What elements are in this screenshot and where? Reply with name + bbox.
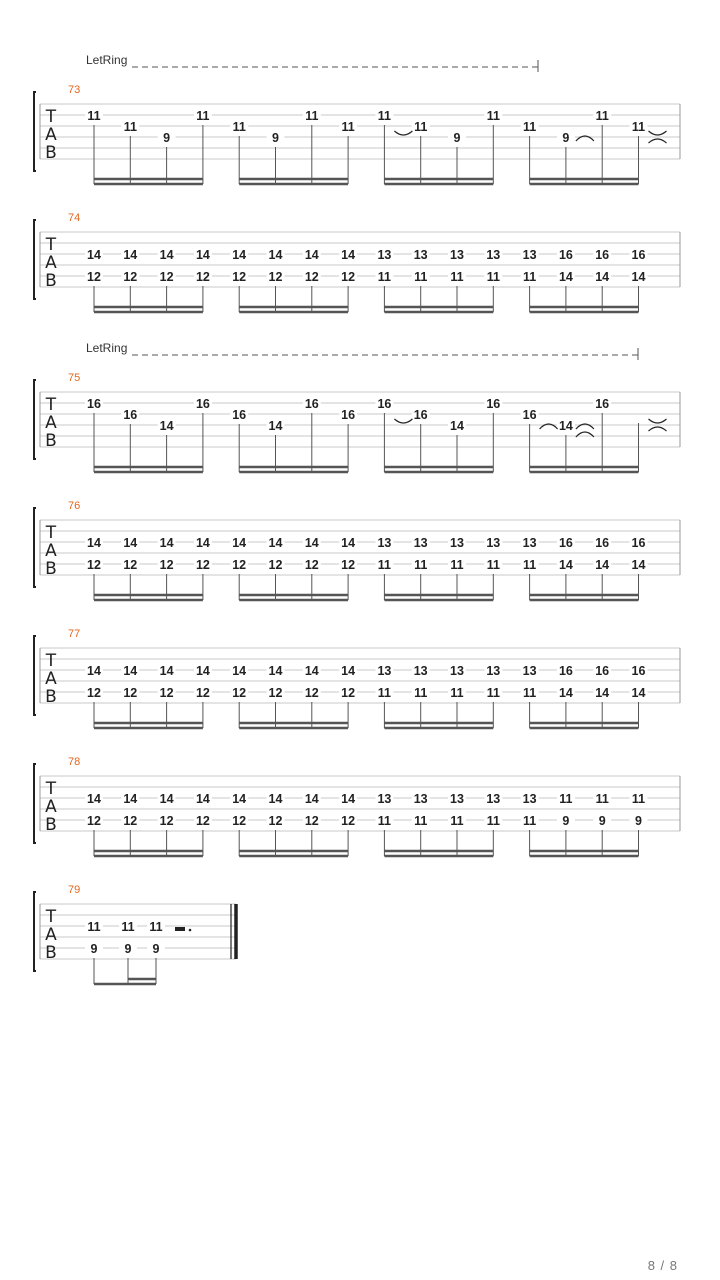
fret-number: 13 <box>377 248 392 262</box>
measure-number: 73 <box>68 84 81 96</box>
fret-number: 11 <box>121 920 135 934</box>
fret-number: 12 <box>232 558 247 572</box>
fret-number: 12 <box>87 686 101 700</box>
fret-number: 11 <box>87 920 101 934</box>
tab-clef-letter: B <box>45 943 57 963</box>
tab-clef-letter: A <box>45 669 57 689</box>
fret-number: 13 <box>413 248 428 262</box>
fret-number: 12 <box>123 686 138 700</box>
fret-number: 14 <box>87 664 101 678</box>
fret-number: 11 <box>522 120 537 134</box>
fret-number: 16 <box>595 664 610 678</box>
tab-clef-letter: A <box>45 541 57 561</box>
fret-number: 11 <box>377 270 392 284</box>
fret-number: 14 <box>195 248 210 262</box>
fret-number: 14 <box>558 419 573 433</box>
fret-number: 11 <box>486 558 500 572</box>
fret-number: 14 <box>123 248 138 262</box>
tab-system-73 <box>34 53 680 184</box>
measure-number: 77 <box>68 628 81 640</box>
fret-number: 16 <box>558 248 573 262</box>
tab-clef-letter: T <box>45 907 57 927</box>
fret-number: 14 <box>268 664 283 678</box>
fret-number: 14 <box>232 792 247 806</box>
fret-number: 16 <box>195 397 210 411</box>
fret-number: 13 <box>450 248 464 262</box>
tab-clef-letter: B <box>45 687 57 707</box>
tab-clef-letter: B <box>45 559 57 579</box>
fret-number: 12 <box>304 686 319 700</box>
fret-number: 11 <box>232 120 246 134</box>
fret-number: 11 <box>522 686 537 700</box>
fret-number: 14 <box>341 792 356 806</box>
fret-number: 11 <box>631 792 646 806</box>
fret-number: 16 <box>595 536 610 550</box>
fret-number: 11 <box>414 558 428 572</box>
fret-number: 9 <box>90 942 98 956</box>
fret-number: 11 <box>522 270 537 284</box>
fret-number: 14 <box>123 536 138 550</box>
fret-number: 14 <box>558 686 573 700</box>
fret-number: 13 <box>413 536 428 550</box>
fret-number: 14 <box>159 248 174 262</box>
tab-system-78 <box>34 756 680 856</box>
fret-number: 16 <box>377 397 392 411</box>
fret-number: 14 <box>341 536 356 550</box>
fret-number: 11 <box>377 558 392 572</box>
fret-number: 13 <box>486 248 501 262</box>
fret-number: 14 <box>232 664 247 678</box>
measure-number: 76 <box>68 500 81 512</box>
fret-number: 11 <box>631 120 646 134</box>
fret-number: 16 <box>558 536 573 550</box>
tab-clef-letter: T <box>45 395 57 415</box>
fret-number: 11 <box>486 109 500 123</box>
fret-number: 9 <box>124 942 132 956</box>
fret-number: 12 <box>195 270 210 284</box>
system-bracket <box>34 636 36 715</box>
fret-number: 14 <box>195 664 210 678</box>
fret-number: 12 <box>304 270 319 284</box>
fret-number: 16 <box>486 397 501 411</box>
tie-arc <box>394 419 412 423</box>
fret-number: 11 <box>595 109 609 123</box>
tab-clef-letter: T <box>45 651 57 671</box>
page-number: 8 / 8 <box>647 1258 678 1273</box>
fret-number: 12 <box>341 270 356 284</box>
fret-number: 14 <box>195 792 210 806</box>
fret-number: 13 <box>450 792 464 806</box>
fret-number: 11 <box>486 686 500 700</box>
fret-number: 16 <box>413 408 428 422</box>
fret-number: 12 <box>268 270 283 284</box>
fret-number: 13 <box>450 664 464 678</box>
fret-number: 16 <box>558 664 573 678</box>
fret-number: 14 <box>232 248 247 262</box>
fret-number: 13 <box>413 792 428 806</box>
fret-number: 14 <box>87 248 101 262</box>
fret-number: 12 <box>159 558 174 572</box>
fret-number: 14 <box>558 558 573 572</box>
fret-number: 12 <box>87 270 101 284</box>
fret-number: 14 <box>159 792 174 806</box>
fret-number: 16 <box>304 397 319 411</box>
fret-number: 14 <box>631 686 646 700</box>
measure-number: 78 <box>68 756 81 768</box>
letring-label: LetRing <box>86 341 128 355</box>
fret-number: 14 <box>123 664 138 678</box>
tab-system-76 <box>34 500 680 600</box>
fret-number: 16 <box>595 397 610 411</box>
fret-number: 14 <box>87 792 101 806</box>
fret-number: 14 <box>595 558 610 572</box>
tie-arc <box>649 139 667 143</box>
fret-number: 13 <box>522 536 537 550</box>
system-bracket <box>34 508 36 587</box>
fret-number: 16 <box>631 248 646 262</box>
fret-number: 12 <box>123 270 138 284</box>
fret-number: 11 <box>450 270 464 284</box>
fret-number: 9 <box>598 814 606 828</box>
fret-number: 14 <box>195 536 210 550</box>
fret-number: 11 <box>486 270 500 284</box>
fret-number: 12 <box>159 814 174 828</box>
fret-number: 12 <box>232 686 247 700</box>
fret-number: 12 <box>87 558 101 572</box>
fret-number: 14 <box>159 664 174 678</box>
fret-number: 13 <box>522 792 537 806</box>
fret-number: 14 <box>631 558 646 572</box>
fret-number: 11 <box>377 814 392 828</box>
tab-clef-letter: A <box>45 125 57 145</box>
tab-system-79 <box>34 884 236 984</box>
fret-number: 14 <box>341 248 356 262</box>
fret-number: 12 <box>268 558 283 572</box>
measure-number: 75 <box>68 372 81 384</box>
system-bracket <box>34 380 36 459</box>
tab-clef-letter: A <box>45 925 57 945</box>
fret-number: 11 <box>87 109 101 123</box>
fret-number: 12 <box>195 814 210 828</box>
tab-clef-letter: B <box>45 431 57 451</box>
fret-number: 12 <box>268 686 283 700</box>
fret-number: 14 <box>595 686 610 700</box>
tab-clef-letter: B <box>45 815 57 835</box>
fret-number: 12 <box>195 558 210 572</box>
fret-number: 11 <box>450 558 464 572</box>
fret-number: 12 <box>268 814 283 828</box>
fret-number: 13 <box>522 664 537 678</box>
tab-clef-letter: T <box>45 779 57 799</box>
fret-number: 16 <box>522 408 537 422</box>
tab-clef-letter: B <box>45 271 57 291</box>
fret-number: 14 <box>558 270 573 284</box>
fret-number: 14 <box>341 664 356 678</box>
fret-number: 13 <box>450 536 464 550</box>
fret-number: 14 <box>595 270 610 284</box>
fret-number: 12 <box>304 558 319 572</box>
fret-number: 14 <box>268 792 283 806</box>
fret-number: 16 <box>595 248 610 262</box>
tab-clef-letter: B <box>45 143 57 163</box>
fret-number: 16 <box>87 397 101 411</box>
fret-number: 16 <box>123 408 138 422</box>
fret-number: 14 <box>304 792 319 806</box>
fret-number: 14 <box>232 536 247 550</box>
fret-number: 14 <box>159 536 174 550</box>
fret-number: 14 <box>159 419 174 433</box>
tab-clef-letter: T <box>45 107 57 127</box>
measure-number: 74 <box>68 212 81 224</box>
fret-number: 14 <box>450 419 464 433</box>
tie-arc <box>649 419 667 423</box>
fret-number: 12 <box>123 814 138 828</box>
tab-clef-letter: A <box>45 253 57 273</box>
fret-number: 14 <box>304 248 319 262</box>
tab-clef-letter: T <box>45 235 57 255</box>
fret-number: 11 <box>486 814 500 828</box>
fret-number: 9 <box>562 814 570 828</box>
tab-clef-letter: T <box>45 523 57 543</box>
fret-number: 11 <box>450 686 464 700</box>
fret-number: 12 <box>232 814 247 828</box>
fret-number: 13 <box>377 664 392 678</box>
tab-system-77 <box>34 628 680 728</box>
fret-number: 11 <box>595 792 609 806</box>
fret-number: 16 <box>232 408 247 422</box>
fret-number: 12 <box>232 270 247 284</box>
fret-number: 14 <box>304 664 319 678</box>
fret-number: 14 <box>87 536 101 550</box>
fret-number: 11 <box>414 120 428 134</box>
fret-number: 9 <box>163 131 171 145</box>
fret-number: 12 <box>341 686 356 700</box>
rest-dot <box>189 929 192 932</box>
fret-number: 16 <box>631 536 646 550</box>
system-bracket <box>34 764 36 843</box>
fret-number: 13 <box>486 664 501 678</box>
fret-number: 12 <box>195 686 210 700</box>
fret-number: 11 <box>341 120 355 134</box>
fret-number: 12 <box>341 814 356 828</box>
fret-number: 11 <box>414 814 428 828</box>
fret-number: 11 <box>522 558 537 572</box>
fret-number: 9 <box>453 131 461 145</box>
fret-number: 11 <box>559 792 573 806</box>
measure-number: 79 <box>68 884 81 896</box>
fret-number: 11 <box>377 686 392 700</box>
letring-label: LetRing <box>86 53 128 67</box>
fret-number: 14 <box>304 536 319 550</box>
fret-number: 12 <box>159 686 174 700</box>
fret-number: 13 <box>413 664 428 678</box>
fret-number: 11 <box>414 686 428 700</box>
tie-arc <box>394 131 412 135</box>
fret-number: 11 <box>149 920 163 934</box>
fret-number: 9 <box>562 131 570 145</box>
fret-number: 14 <box>123 792 138 806</box>
fret-number: 12 <box>87 814 101 828</box>
fret-number: 11 <box>414 270 428 284</box>
fret-number: 12 <box>304 814 319 828</box>
system-bracket <box>34 92 36 171</box>
system-bracket <box>34 220 36 299</box>
fret-number: 13 <box>377 792 392 806</box>
fret-number: 13 <box>377 536 392 550</box>
fret-number: 11 <box>305 109 319 123</box>
fret-number: 14 <box>631 270 646 284</box>
tab-system-74 <box>34 212 680 312</box>
tab-clef-letter: A <box>45 413 57 433</box>
fret-number: 13 <box>486 536 501 550</box>
fret-number: 13 <box>522 248 537 262</box>
fret-number: 9 <box>272 131 279 145</box>
fret-number: 14 <box>268 248 283 262</box>
tie-arc <box>649 131 667 135</box>
fret-number: 9 <box>635 814 642 828</box>
fret-number: 12 <box>341 558 356 572</box>
fret-number: 16 <box>631 664 646 678</box>
tie-arc <box>649 427 667 431</box>
fret-number: 12 <box>123 558 138 572</box>
fret-number: 9 <box>152 942 160 956</box>
tab-system-75 <box>34 341 680 472</box>
fret-number: 11 <box>522 814 537 828</box>
fret-number: 11 <box>123 120 137 134</box>
fret-number: 11 <box>196 109 210 123</box>
fret-number: 11 <box>377 109 392 123</box>
fret-number: 16 <box>341 408 356 422</box>
fret-number: 13 <box>486 792 501 806</box>
fret-number: 12 <box>159 270 174 284</box>
fret-number: 14 <box>268 536 283 550</box>
system-bracket <box>34 892 36 971</box>
tab-clef-letter: A <box>45 797 57 817</box>
fret-number: 11 <box>450 814 464 828</box>
half-rest <box>175 927 185 931</box>
fret-number: 14 <box>268 419 283 433</box>
